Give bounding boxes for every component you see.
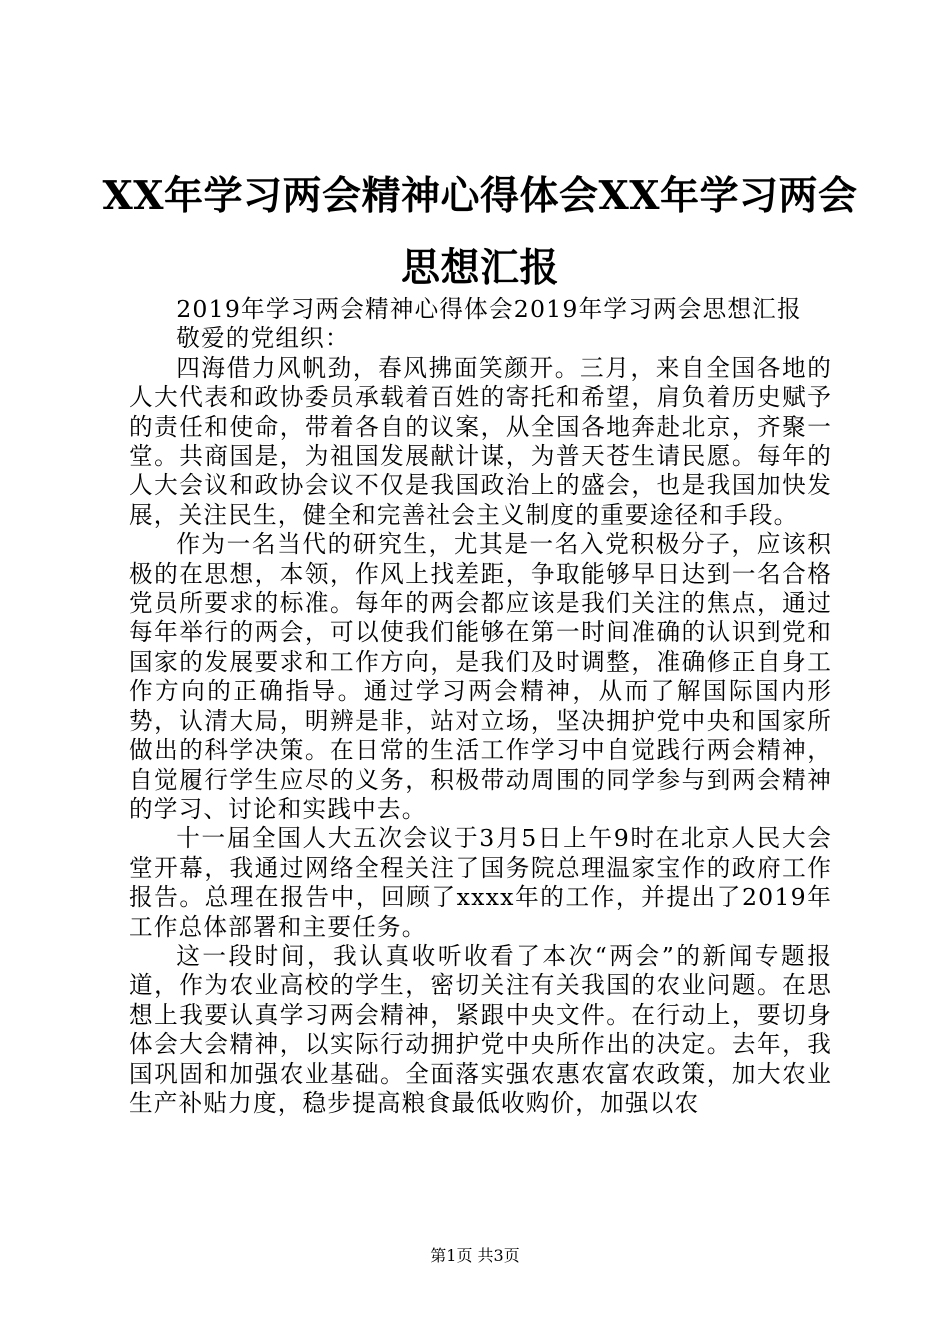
page-footer bbox=[0, 1246, 950, 1266]
paragraph-1: 四海借力风帆劲，春风拂面笑颜开。三月，来自全国各地的人大代表和政协委员承载着百姓的寄托和希望，肩负着历史赋予的责任和使命，带着各自的议案，从全国各地奔赴北京，齐聚一堂。共商国是，为祖国发展献计谋，为普天苍生请民愿。每年的人大会议和政协会议不仅是我国政治上的盛会，也是我国加快发展，关注民生，健全和完善社会主义制度的重要途径和手段。 bbox=[129, 353, 832, 529]
paragraph-3: 十一届全国人大五次会议于3月5日上午9时在北京人民大会堂开幕，我通过网络全程关注了国务院总理温家宝作的政府工作报告。总理在报告中，回顾了xxxx年的工作，并提出了2019年工作总体部署和主要任务。 bbox=[129, 824, 832, 941]
document-title: XX年学习两会精神心得体会XX年学习两会思想汇报 bbox=[102, 173, 858, 291]
paragraph-2: 作为一名当代的研究生，尤其是一名入党积极分子，应该积极的在思想，本领，作风上找差距，争取能够早日达到一名合格党员所要求的标准。每年的两会都应该是我们关注的焦点，通过每年举行的两会，可以使我们能够在第一时间准确的认识到党和国家的发展要求和工作方向，是我们及时调整，准确修正自身工作方向的正确指导。通过学习两会精神，从而了解国际国内形势，认清大局，明辨是非，站对立场，坚决拥护党中央和国家所做出的科学决策。在日常的生活工作学习中自觉践行两会精神，自觉履行学生应尽的义务，积极带动周围的同学参与到两会精神的学习、讨论和实践中去。 bbox=[129, 530, 832, 823]
page-number: 第1页 共3页 bbox=[430, 1246, 520, 1265]
document-body bbox=[129, 295, 832, 1118]
document-subtitle: 2019年学习两会精神心得体会2019年学习两会思想汇报 bbox=[176, 295, 802, 323]
salutation: 敬爱的党组织： bbox=[176, 324, 350, 353]
paragraph-4: 这一段时间，我认真收听收看了本次“两会”的新闻专题报道，作为农业高校的学生，密切关注有关我国的农业问题。在思想上我要认真学习两会精神，紧跟中央文件。在行动上，要切身体会大会精神，以实际行动拥护党中央所作出的决定。去年，我国巩固和加强农业基础。全面落实强农惠农富农政策，加大农业生产补贴力度，稳步提高粮食最低收购价，加强以农 bbox=[129, 941, 832, 1117]
